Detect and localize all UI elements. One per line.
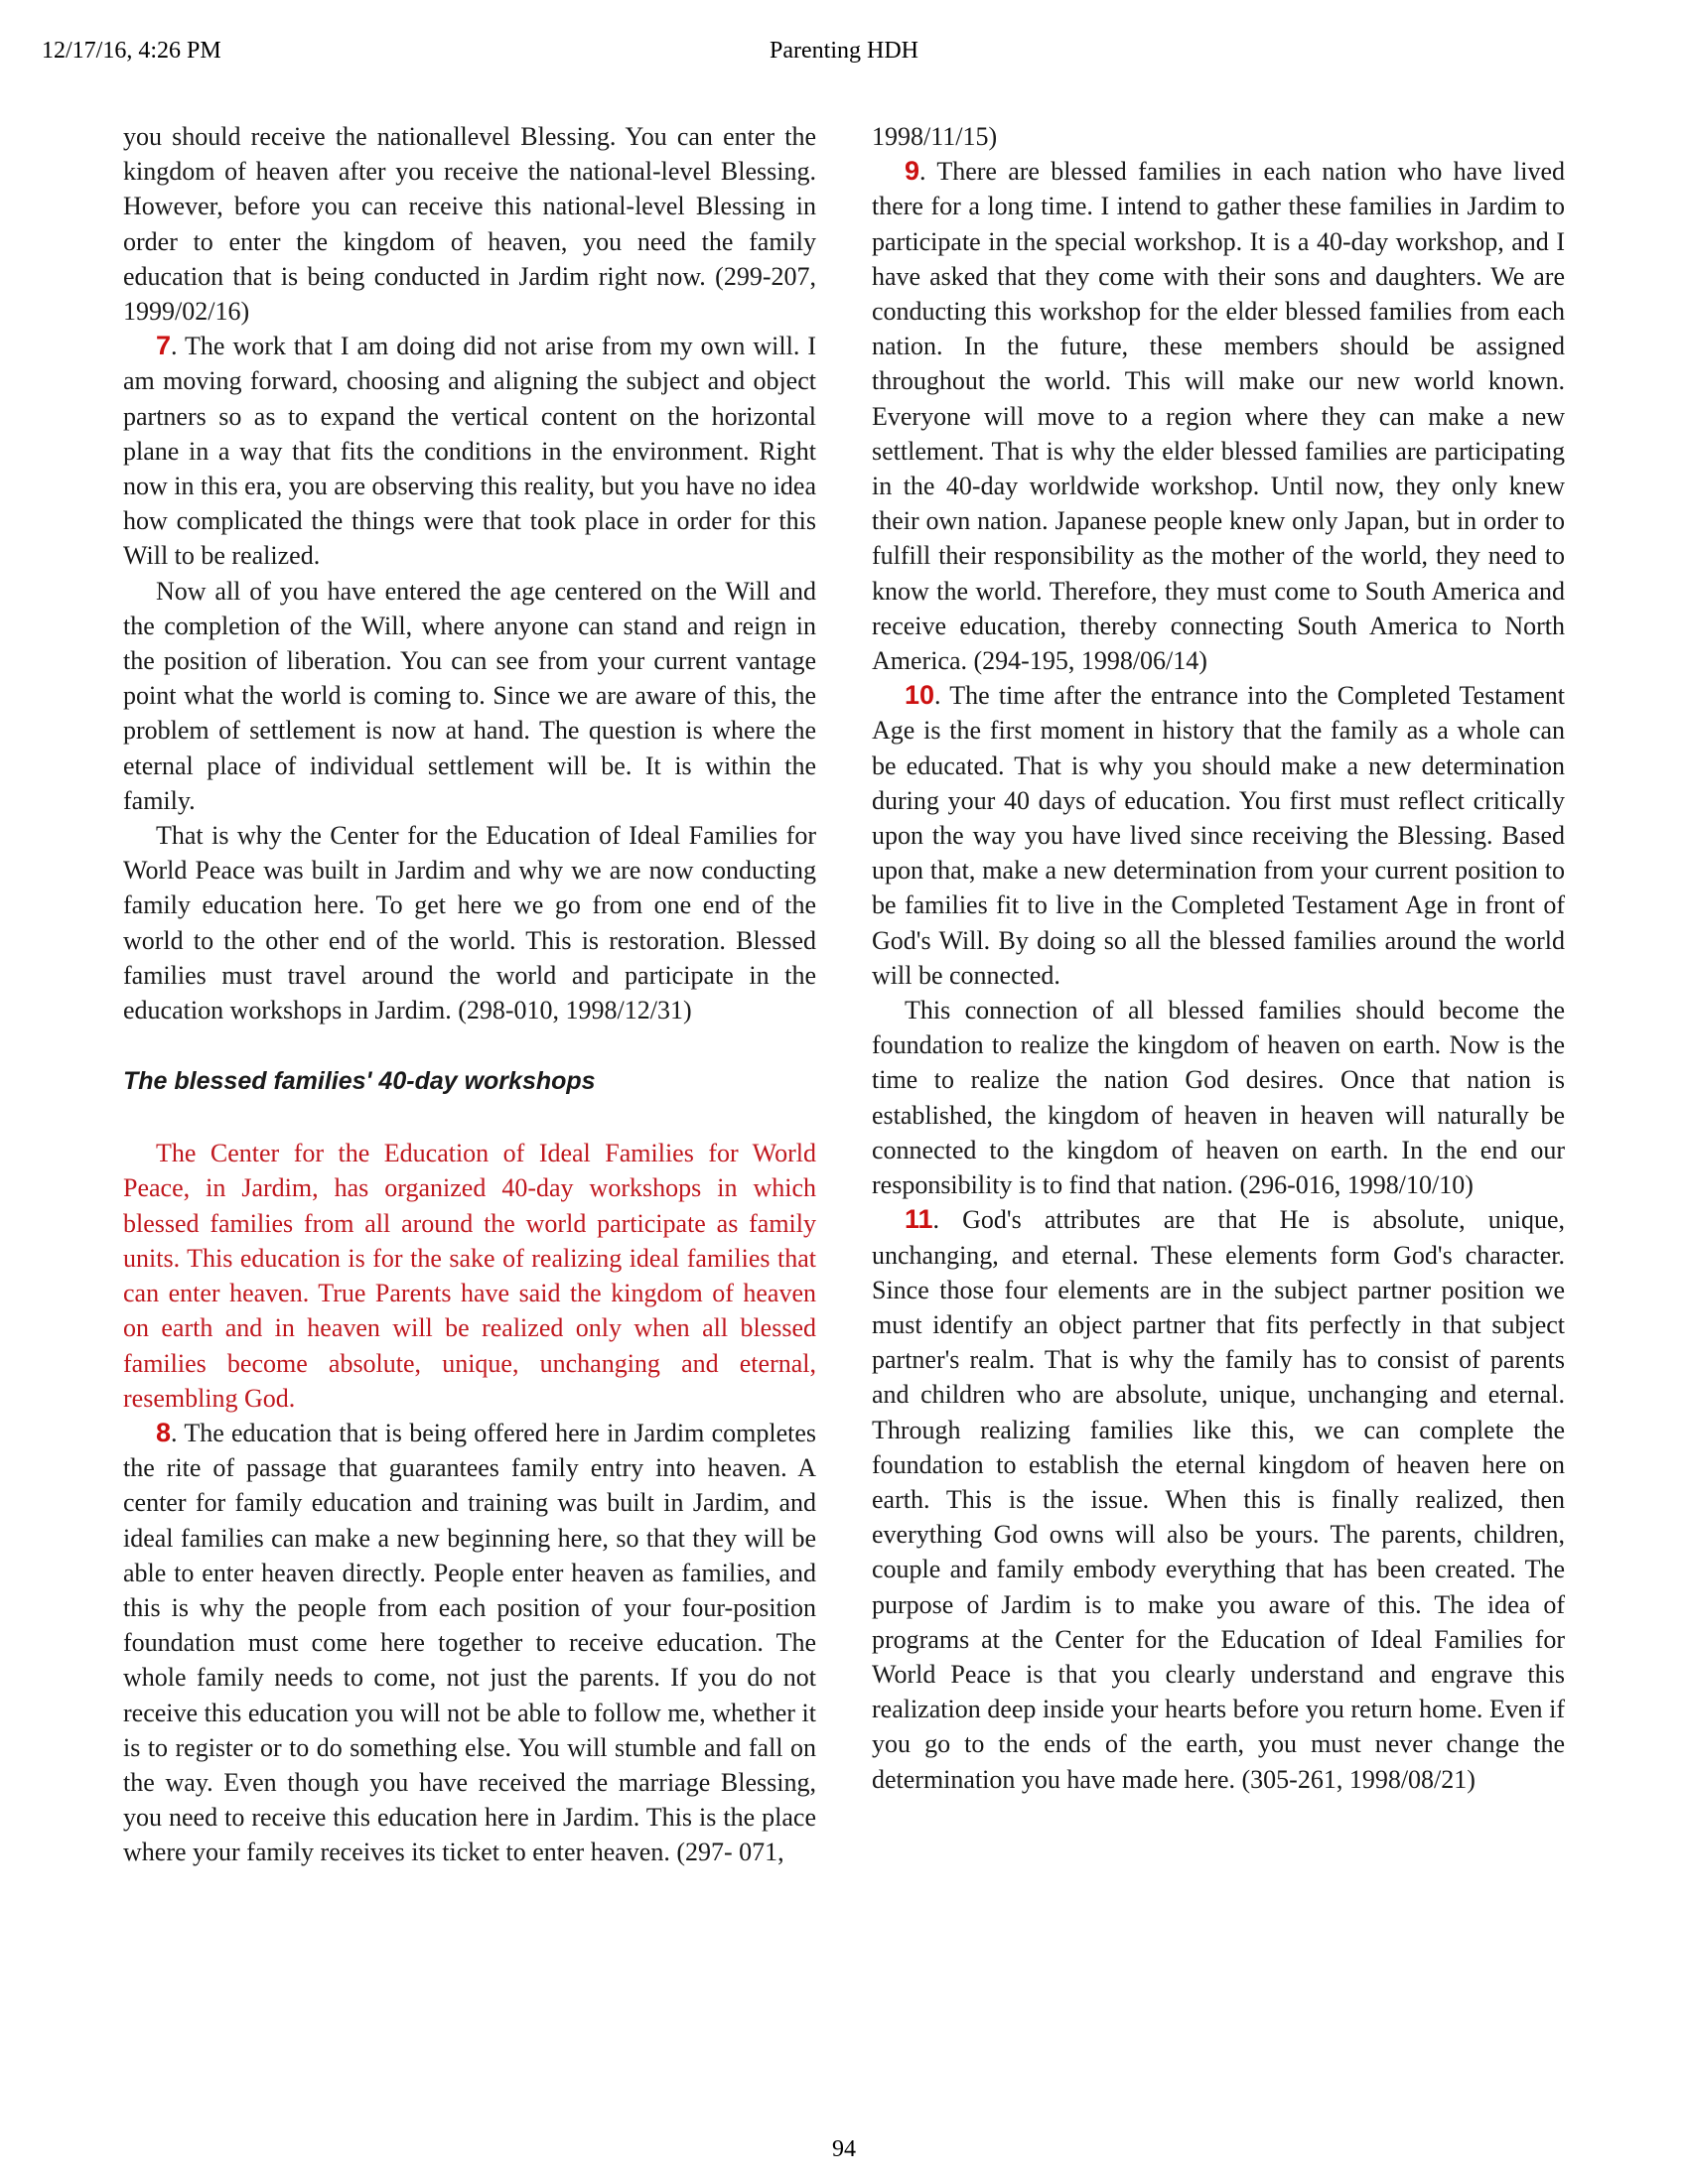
- header-date: 12/17/16, 4:26 PM: [42, 38, 221, 64]
- page-number: 94: [832, 2136, 856, 2162]
- section-heading: The blessed families' 40-day workshops: [123, 1067, 596, 1096]
- paragraph-7c: That is why the Center for the Education of Ideal Families for World Peace was built in Jardim and why we are now conducting family education here. To get here we go from one end of the world to the other end of the world. This is restoration. Blessed families must travel around the world and participate in the education workshops in Jardim. (298-010, 1998/12/31): [123, 821, 816, 1025]
- paragraph-10: [872, 678, 1565, 993]
- section-intro: The Center for the Education of Ideal Families for World Peace, in Jardim, has organized 40-day workshops in which blessed families from all around the world participate as family units. This education is for the sake of realizing ideal families that can enter heaven. True Parents have said the kingdom of heaven on earth and in heaven will be realized only when all blessed families become absolute, unique, unchanging and eternal, resembling God.: [123, 1139, 816, 1413]
- paragraph-number-8: 8: [156, 1417, 172, 1447]
- paragraph-number-9: 9: [905, 156, 920, 187]
- paragraph-7b: Now all of you have entered the age centered on the Will and the completion of the Will, where anyone can stand and reign in the position of liberation. You can see from your current vantage point what the world is coming to. Since we are aware of this, the problem of settlement is now at hand. The question is where the eternal place of individual settlement will be. It is within the family.: [123, 576, 816, 815]
- paragraph-continued: you should receive the nationallevel Blessing. You can enter the kingdom of heaven after you receive the national-level Blessing. However, before you can receive this national-level Blessing in order to enter the kingdom of heaven, you need the family education that is being conducted in Jardim right now. (299-207, 1999/02/16): [123, 122, 816, 327]
- paragraph-number-10: 10: [905, 680, 935, 711]
- paragraph-number-11: 11: [905, 1204, 933, 1235]
- paragraph-9-text: . There are blessed families in each nation who have lived there for a long time. I intend to gather these families in Jardim to participate in the special workshop. It is a 40-day workshop, and I have asked that they come with their sons and daughters. We are conducting this workshop for the elder blessed families from each nation. In the future, these members should be assigned throughout the world. This will make our new world known. Everyone will move to a region where they can make a new settlement. That is why the elder blessed families are participating in the 40-day worldwide workshop. Until now, they only knew their own nation. Japanese people knew only Japan, but in order to fulfill their responsibility as the mother of the world, they need to know the world. Therefore, they must come to South America and receive education, thereby connecting South America to North America. (294-195, 1998/06/14): [872, 157, 1565, 676]
- paragraph-9: [872, 154, 1565, 678]
- paragraph-number-7: 7: [156, 331, 172, 361]
- paragraph-8-end: 1998/11/15): [872, 122, 998, 151]
- left-column: [123, 119, 816, 1870]
- paragraph-10b: This connection of all blessed families should become the foundation to realize the kingdom of heaven on earth. Now is the time to realize the nation God desires. Once that nation is established, the kingdom of heaven in heaven will naturally be connected to the kingdom of heaven on earth. In the end our responsibility is to find that nation. (296-016, 1998/10/10): [872, 996, 1565, 1200]
- paragraph-7: [123, 329, 816, 573]
- paragraph-8: [123, 1416, 816, 1870]
- paragraph-10-text: . The time after the entrance into the Completed Testament Age is the first moment in history that the family as a whole can be educated. That is why you should make a new determination during your 40 days of education. You first must reflect critically upon the way you have lived since receiving the Blessing. Based upon that, make a new determination from your current position to be families fit to live in the Completed Testament Age in front of God's Will. By doing so all the blessed families around the world will be connected.: [872, 681, 1565, 990]
- paragraph-11-text: . God's attributes are that He is absolute, unique, unchanging, and eternal. These elements form God's character. Since those four elements are in the subject partner position we must identify an object partner that fits perfectly in that subject partner's realm. That is why the family has to consist of parents and children who are absolute, unique, unchanging and eternal. Through realizing families like this, we can complete the foundation to establish the eternal kingdom of heaven here on earth. This is the issue. When this is finally realized, then everything God owns will also be yours. The parents, children, couple and family embody everything that has been created. The purpose of Jardim is to make you aware of this. The idea of programs at the Center for the Education of Ideal Families for World Peace is that you clearly understand and engrave this realization deep inside your hearts before you return home. Even if you go to the ends of the earth, you must never change the determination you have made here. (305-261, 1998/08/21): [872, 1205, 1565, 1794]
- paragraph-7-text: . The work that I am doing did not arise from my own will. I am moving forward, choosing and aligning the subject and object partners so as to expand the vertical content on the horizontal plane in a way that fits the conditions in the environment. Right now in this era, you are observing this reality, but you have no idea how complicated the things were that took place in order for this Will to be realized.: [123, 332, 816, 571]
- header-title: Parenting HDH: [770, 38, 918, 64]
- right-column: [872, 119, 1565, 1797]
- paragraph-11: [872, 1202, 1565, 1796]
- paragraph-8-text: . The education that is being offered here in Jardim completes the rite of passage that guarantees family entry into heaven. A center for family education and training was built in Jardim, and ideal families can make a new beginning here, so that they will be able to enter heaven directly. People enter heaven as families, and this is why the people from each position of your four-position foundation must come here together to receive education. The whole family needs to come, not just the parents. If you do not receive this education you will not be able to follow me, whether it is to register or to do something else. You will stumble and fall on the way. Even though you have received the marriage Blessing, you need to receive this education here in Jardim. This is the place where your family receives its ticket to enter heaven. (297- 071,: [123, 1418, 816, 1867]
